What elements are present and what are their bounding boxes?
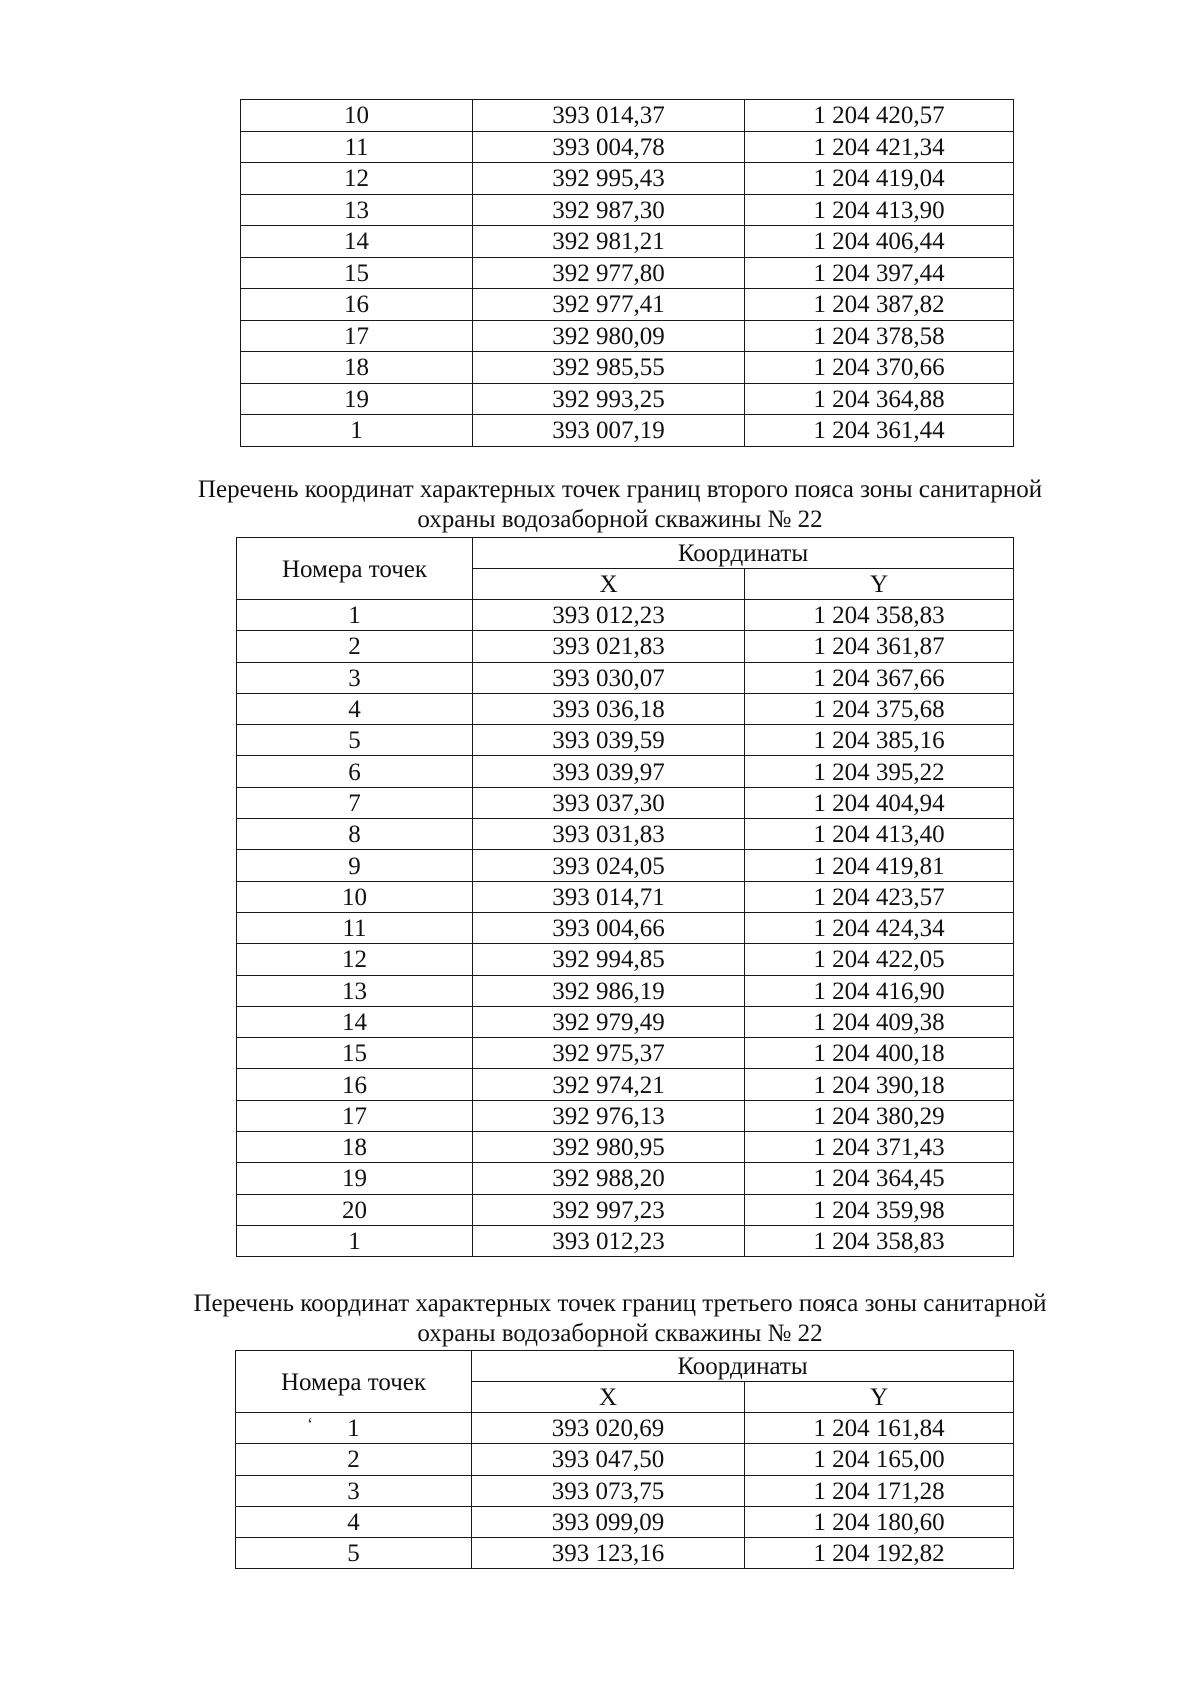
- point-number-cell: 15: [241, 257, 473, 289]
- x-coordinate-cell: 392 980,95: [473, 1132, 745, 1163]
- zone-3-coordinates-table: [235, 1350, 1014, 1569]
- y-coordinate-cell: 1 204 400,18: [745, 1038, 1014, 1069]
- y-coordinate-cell: 1 204 361,87: [745, 631, 1014, 662]
- point-number-cell: 1: [241, 415, 473, 447]
- column-header-points: Номера точек: [236, 1351, 472, 1413]
- x-coordinate-cell: 393 099,09: [472, 1506, 745, 1537]
- point-number-cell: 5: [237, 725, 473, 756]
- point-number-cell: 12: [241, 163, 473, 195]
- y-coordinate-cell: 1 204 361,44: [745, 415, 1014, 447]
- y-coordinate-cell: 1 204 364,45: [745, 1163, 1014, 1194]
- table-row: [241, 163, 1014, 195]
- x-coordinate-cell: 393 037,30: [473, 787, 745, 818]
- x-coordinate-cell: 393 012,23: [473, 600, 745, 631]
- x-coordinate-cell: 393 004,78: [473, 131, 745, 163]
- y-coordinate-cell: 1 204 409,38: [745, 1006, 1014, 1037]
- point-number-cell: 2: [237, 631, 473, 662]
- point-number-cell: 2: [236, 1444, 472, 1475]
- point-number-cell: 18: [241, 352, 473, 384]
- y-coordinate-cell: 1 204 359,98: [745, 1194, 1014, 1225]
- point-number-cell: 17: [237, 1100, 473, 1131]
- x-coordinate-cell: 393 030,07: [473, 662, 745, 693]
- table-row: [236, 1475, 1014, 1506]
- point-number-cell: 1: [236, 1413, 472, 1444]
- column-header-x: X: [472, 1382, 745, 1413]
- y-coordinate-cell: 1 204 390,18: [745, 1069, 1014, 1100]
- table-row: [237, 600, 1014, 631]
- x-coordinate-cell: 393 014,37: [473, 100, 745, 132]
- y-coordinate-cell: 1 204 171,28: [745, 1475, 1014, 1506]
- table-row: [237, 725, 1014, 756]
- point-number-cell: 14: [237, 1006, 473, 1037]
- table-row: [237, 1194, 1014, 1225]
- table-row: [237, 693, 1014, 724]
- table-row: [241, 352, 1014, 384]
- column-header-x: X: [473, 569, 745, 600]
- y-coordinate-cell: 1 204 364,88: [745, 383, 1014, 415]
- y-coordinate-cell: 1 204 419,04: [745, 163, 1014, 195]
- point-number-cell: 11: [241, 131, 473, 163]
- x-coordinate-cell: 392 987,30: [473, 194, 745, 226]
- zone-3-table-header: [236, 1351, 1014, 1413]
- y-coordinate-cell: 1 204 397,44: [745, 257, 1014, 289]
- y-coordinate-cell: 1 204 404,94: [745, 787, 1014, 818]
- y-coordinate-cell: 1 204 378,58: [745, 320, 1014, 352]
- point-number-cell: 12: [237, 944, 473, 975]
- y-coordinate-cell: 1 204 420,57: [745, 100, 1014, 132]
- table-row: [241, 289, 1014, 321]
- table-row: [237, 1163, 1014, 1194]
- x-coordinate-cell: 393 007,19: [473, 415, 745, 447]
- x-coordinate-cell: 393 073,75: [472, 1475, 745, 1506]
- y-coordinate-cell: 1 204 422,05: [745, 944, 1014, 975]
- table-row: [237, 662, 1014, 693]
- coordinates-table-continued-body: [241, 100, 1014, 447]
- table-row: [237, 1132, 1014, 1163]
- zone-2-caption-line-1: Перечень координат характерных точек границ второго пояса зоны санитарной: [197, 476, 1043, 503]
- point-number-cell: 14: [241, 226, 473, 258]
- table-row: [237, 1006, 1014, 1037]
- point-number-cell: 15: [237, 1038, 473, 1069]
- column-header-points: Номера точек: [237, 538, 473, 600]
- column-header-coordinates: Координаты: [472, 1351, 1014, 1382]
- table-row: [237, 631, 1014, 662]
- point-number-cell: 1: [237, 1225, 473, 1256]
- point-number-cell: 10: [241, 100, 473, 132]
- x-coordinate-cell: 392 997,23: [473, 1194, 745, 1225]
- point-number-cell: 13: [241, 194, 473, 226]
- table-row: [237, 1038, 1014, 1069]
- coordinates-table-continued: [240, 99, 1014, 447]
- point-number-cell: 16: [241, 289, 473, 321]
- x-coordinate-cell: 393 021,83: [473, 631, 745, 662]
- point-number-cell: 8: [237, 819, 473, 850]
- y-coordinate-cell: 1 204 358,83: [745, 600, 1014, 631]
- column-header-coordinates: Координаты: [473, 538, 1014, 569]
- table-row: [236, 1538, 1014, 1569]
- point-number-cell: 13: [237, 975, 473, 1006]
- x-coordinate-cell: 392 980,09: [473, 320, 745, 352]
- x-coordinate-cell: 393 031,83: [473, 819, 745, 850]
- table-row: [236, 1506, 1014, 1537]
- zone-2-table-header: [237, 538, 1014, 600]
- zone-3-caption-line-2: охраны водозаборной скважины № 22: [417, 1320, 823, 1347]
- table-row: [237, 975, 1014, 1006]
- y-coordinate-cell: 1 204 421,34: [745, 131, 1014, 163]
- x-coordinate-cell: 392 993,25: [473, 383, 745, 415]
- x-coordinate-cell: 392 985,55: [473, 352, 745, 384]
- point-number-cell: 19: [237, 1163, 473, 1194]
- x-coordinate-cell: 393 020,69: [472, 1413, 745, 1444]
- y-coordinate-cell: 1 204 165,00: [745, 1444, 1014, 1475]
- x-coordinate-cell: 392 986,19: [473, 975, 745, 1006]
- x-coordinate-cell: 392 981,21: [473, 226, 745, 258]
- y-coordinate-cell: 1 204 380,29: [745, 1100, 1014, 1131]
- y-coordinate-cell: 1 204 375,68: [745, 693, 1014, 724]
- x-coordinate-cell: 392 988,20: [473, 1163, 745, 1194]
- zone-2-table-body: [237, 600, 1014, 1257]
- x-coordinate-cell: 392 977,80: [473, 257, 745, 289]
- x-coordinate-cell: 393 004,66: [473, 912, 745, 943]
- y-coordinate-cell: 1 204 416,90: [745, 975, 1014, 1006]
- point-number-cell: 17: [241, 320, 473, 352]
- table-row: [237, 787, 1014, 818]
- y-coordinate-cell: 1 204 371,43: [745, 1132, 1014, 1163]
- point-number-cell: 3: [237, 662, 473, 693]
- zone-3-caption-line-1: Перечень координат характерных точек границ третьего пояса зоны санитарной: [193, 1290, 1047, 1317]
- y-coordinate-cell: 1 204 395,22: [745, 756, 1014, 787]
- point-number-cell: 4: [236, 1506, 472, 1537]
- x-coordinate-cell: 393 024,05: [473, 850, 745, 881]
- y-coordinate-cell: 1 204 192,82: [745, 1538, 1014, 1569]
- x-coordinate-cell: 393 036,18: [473, 693, 745, 724]
- x-coordinate-cell: 393 012,23: [473, 1225, 745, 1256]
- table-row: [237, 850, 1014, 881]
- table-row: [237, 1069, 1014, 1100]
- x-coordinate-cell: 392 995,43: [473, 163, 745, 195]
- x-coordinate-cell: 392 976,13: [473, 1100, 745, 1131]
- point-number-cell: 7: [237, 787, 473, 818]
- y-coordinate-cell: 1 204 423,57: [745, 881, 1014, 912]
- point-number-cell: 3: [236, 1475, 472, 1506]
- x-coordinate-cell: 392 979,49: [473, 1006, 745, 1037]
- table-row: [237, 912, 1014, 943]
- y-coordinate-cell: 1 204 424,34: [745, 912, 1014, 943]
- y-coordinate-cell: 1 204 370,66: [745, 352, 1014, 384]
- table-row: [236, 1444, 1014, 1475]
- zone-2-coordinates-table: [236, 537, 1014, 1257]
- table-row: [236, 1413, 1014, 1444]
- x-coordinate-cell: 392 977,41: [473, 289, 745, 321]
- x-coordinate-cell: 392 974,21: [473, 1069, 745, 1100]
- table-row: [237, 1225, 1014, 1256]
- table-row: [241, 320, 1014, 352]
- zone-3-table-body: [236, 1413, 1014, 1569]
- table-row: [237, 756, 1014, 787]
- point-number-cell: 10: [237, 881, 473, 912]
- point-number-cell: 9: [237, 850, 473, 881]
- x-coordinate-cell: 393 047,50: [472, 1444, 745, 1475]
- y-coordinate-cell: 1 204 385,16: [745, 725, 1014, 756]
- table-row: [237, 1100, 1014, 1131]
- table-row: [241, 383, 1014, 415]
- point-number-cell: 20: [237, 1194, 473, 1225]
- zone-2-caption: [160, 475, 1080, 535]
- zone-3-caption: [160, 1289, 1080, 1349]
- scan-mark: ‘: [307, 1414, 313, 1434]
- y-coordinate-cell: 1 204 406,44: [745, 226, 1014, 258]
- x-coordinate-cell: 393 014,71: [473, 881, 745, 912]
- table-row: [237, 819, 1014, 850]
- x-coordinate-cell: 393 039,97: [473, 756, 745, 787]
- x-coordinate-cell: 392 975,37: [473, 1038, 745, 1069]
- table-row: [241, 415, 1014, 447]
- y-coordinate-cell: 1 204 387,82: [745, 289, 1014, 321]
- point-number-cell: 18: [237, 1132, 473, 1163]
- table-row: [237, 944, 1014, 975]
- x-coordinate-cell: 392 994,85: [473, 944, 745, 975]
- point-number-cell: 16: [237, 1069, 473, 1100]
- table-row: [241, 194, 1014, 226]
- x-coordinate-cell: 393 123,16: [472, 1538, 745, 1569]
- y-coordinate-cell: 1 204 180,60: [745, 1506, 1014, 1537]
- zone-2-caption-line-2: охраны водозаборной скважины № 22: [417, 506, 823, 533]
- y-coordinate-cell: 1 204 358,83: [745, 1225, 1014, 1256]
- point-number-cell: 5: [236, 1538, 472, 1569]
- table-row: [241, 226, 1014, 258]
- y-coordinate-cell: 1 204 413,90: [745, 194, 1014, 226]
- y-coordinate-cell: 1 204 413,40: [745, 819, 1014, 850]
- column-header-y: Y: [745, 569, 1014, 600]
- point-number-cell: 1: [237, 600, 473, 631]
- table-row: [241, 131, 1014, 163]
- column-header-y: Y: [745, 1382, 1014, 1413]
- point-number-cell: 19: [241, 383, 473, 415]
- x-coordinate-cell: 393 039,59: [473, 725, 745, 756]
- table-row: [241, 100, 1014, 132]
- point-number-cell: 4: [237, 693, 473, 724]
- y-coordinate-cell: 1 204 367,66: [745, 662, 1014, 693]
- table-row: [237, 881, 1014, 912]
- point-number-cell: 6: [237, 756, 473, 787]
- y-coordinate-cell: 1 204 161,84: [745, 1413, 1014, 1444]
- y-coordinate-cell: 1 204 419,81: [745, 850, 1014, 881]
- table-row: [241, 257, 1014, 289]
- point-number-cell: 11: [237, 912, 473, 943]
